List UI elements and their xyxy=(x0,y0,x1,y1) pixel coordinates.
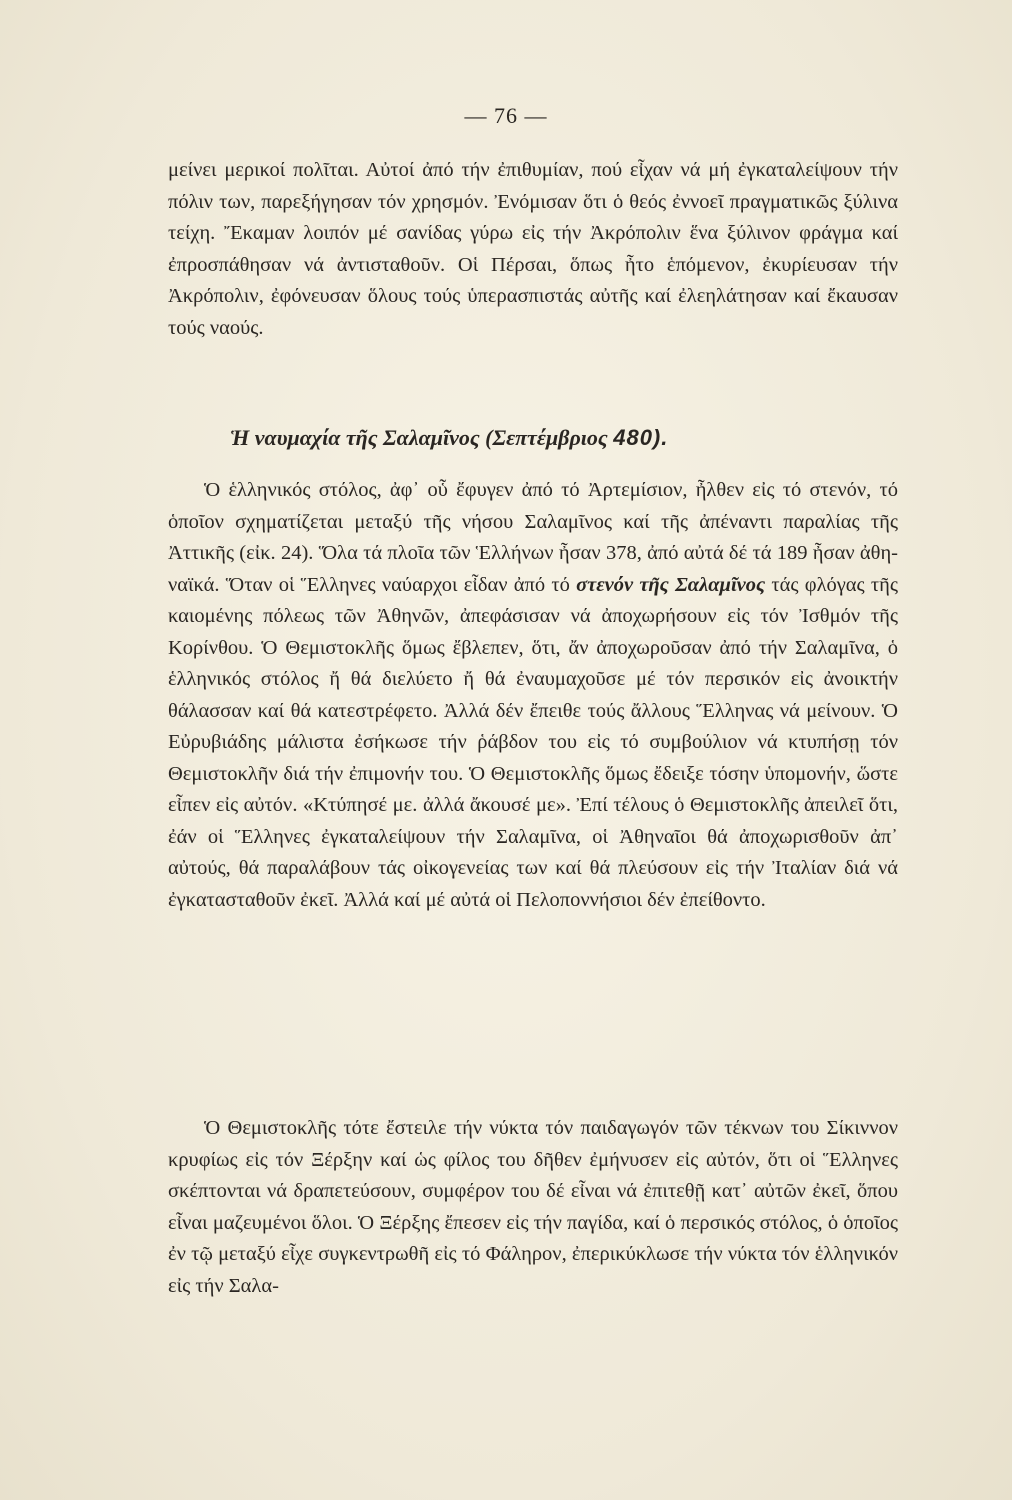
heading-year: 480). xyxy=(613,425,669,450)
section-heading xyxy=(230,425,930,451)
paragraph-3: Ὁ Θεμιστοκλῆς τότε ἔστειλε τήν νύκτα τόν παιδαγωγόν τῶν τέκνων του Σίκιννον κρυφίως εἰς τόν Ξέρξην καί ὡς φίλος του δῆθεν ἐμήνυσεν εἰς αὐτόν, ὅτι οἱ Ἕλληνες σκέπτονται νά δραπετεύσουν, συμφέρον του δέ εἶναι νά ἐπιτεθῇ κατ᾿ αὐτῶν ἐκεῖ, ὅπου εἶναι μαζευμένοι ὅλοι. Ὁ Ξέρξης ἔπεσεν εἰς τήν παγίδα, καί ὁ περσικός στόλος, ὁ ὁποῖος ἐν τῷ μεταξύ εἶχε συγκεντρωθῆ εἰς τό Φάληρον, ἐπερικύκλωσε τήν νύκτα τόν ἑλληνικόν εἰς τήν Σαλα- xyxy=(168,1117,898,1297)
paragraph-2-part2: τάς φλόγας τῆς καιομένης πόλεως τῶν Ἀθηνῶν, ἀπεφάσισαν νά ἀποχωρήσουν εἰς τόν Ἰσθμόν τῆς Κορίνθου. Ὁ Θεμιστοκλῆς ὅμως ἔβλεπεν, ὅτι, ἄν ἀποχωροῦσαν ἀπό τήν Σαλαμῖνα, ὁ ἑλληνικός στόλος ἤ θά διελύετο ἤ θά ἐναυμαχοῦσε μέ τόν περσικόν εἰς ἀνοικτήν θάλασσαν καί θά κατεστρέφετο. Ἀλλά δέν ἔπειθε τούς ἄλλους Ἕλληνας νά μείνουν. Ὁ Εὐρυβιάδης μάλιστα ἐσήκωσε τήν ῥάβδον του εἰς τό συμβούλιον νά κτυπήσῃ τόν Θεμιστοκλῆν διά τήν ἐπιμονήν του. Ὁ Θεμιστοκλῆς ὅμως ἔδειξε τόσην ὑπομονήν, ὥστε εἶπεν εἰς αὐτόν. «Κτύπησέ με. ἀλλά ἄκουσέ με». Ἐπί τέλους ὁ Θεμιστοκλῆς ἀπειλεῖ ὅτι, ἐάν οἱ Ἕλληνες ἐγκαταλείψουν τήν Σαλαμῖνα, οἱ Ἀθηναῖοι θά ἀποχωρισθοῦν ἀπ᾿ αὐτούς, θά παραλάβουν τάς οἰκογενείας των καί θά πλεύσουν εἰς τήν Ἰταλίαν διά νά ἐγκατασταθοῦν ἐκεῖ. Ἀλλά καί μέ αὐτά οἱ Πελοποννήσιοι δέν ἐπείθοντο. xyxy=(168,573,898,911)
paragraph-2-part1: Ὁ ἑλληνικός στόλος, ἀφ᾿ οὗ ἔφυγεν ἀπό τό Ἀρτεμίσιον, ἦλθεν εἰς τό στενόν, τό ὁποῖον σχηματίζεται μεταξύ τῆς νήσου Σαλαμῖνος καί τῆς ἀπέναντι παραλίας τῆς Ἀττικῆς (εἰκ. 24). Ὅλα τά πλοῖα τῶν Ἑλλήνων ἦσαν 378, ἀπό αὐτά δέ τά 189 ἦσαν ἀθηναϊκά. Ὅταν οἱ Ἕλληνες ναύαρχοι εἶδαν ἀπό τό xyxy=(168,479,898,596)
page-number: — 76 — xyxy=(464,103,548,128)
paragraph-2 xyxy=(168,475,898,916)
heading-text: Ἡ ναυμαχία τῆς Σαλαμῖνος (Σεπτέμβριος xyxy=(230,425,614,450)
paragraph-1: μείνει μερικοί πολῖται. Αὐτοί ἀπό τήν ἐπιθυμίαν, πού εἶχαν νά μή ἐγκαταλείψουν τήν πόλιν των, παρεξήγησαν τόν χρησμόν. Ἐνόμισαν ὅτι ὁ θεός ἐννοεῖ πραγματικῶς ξύλινα τείχη. Ἔκαμαν λοιπόν μέ σανίδας γύρω εἰς τήν Ἀκρόπολιν ἕνα ξύλινον φράγμα καί ἐπροσπάθησαν νά ἀντισταθοῦν. Οἱ Πέρσαι, ὅπως ἦτο ἑπόμενον, ἐκυρίευσαν τήν Ἀκρόπολιν, ἐφόνευσαν ὅλους τούς ὑπερασπιστάς αὐτῆς καί ἐλεηλάτησαν καί ἔκαυσαν τούς ναούς. xyxy=(168,159,898,339)
paragraph-2-emphasis: στενόν τῆς Σαλαμῖνος xyxy=(576,573,766,596)
